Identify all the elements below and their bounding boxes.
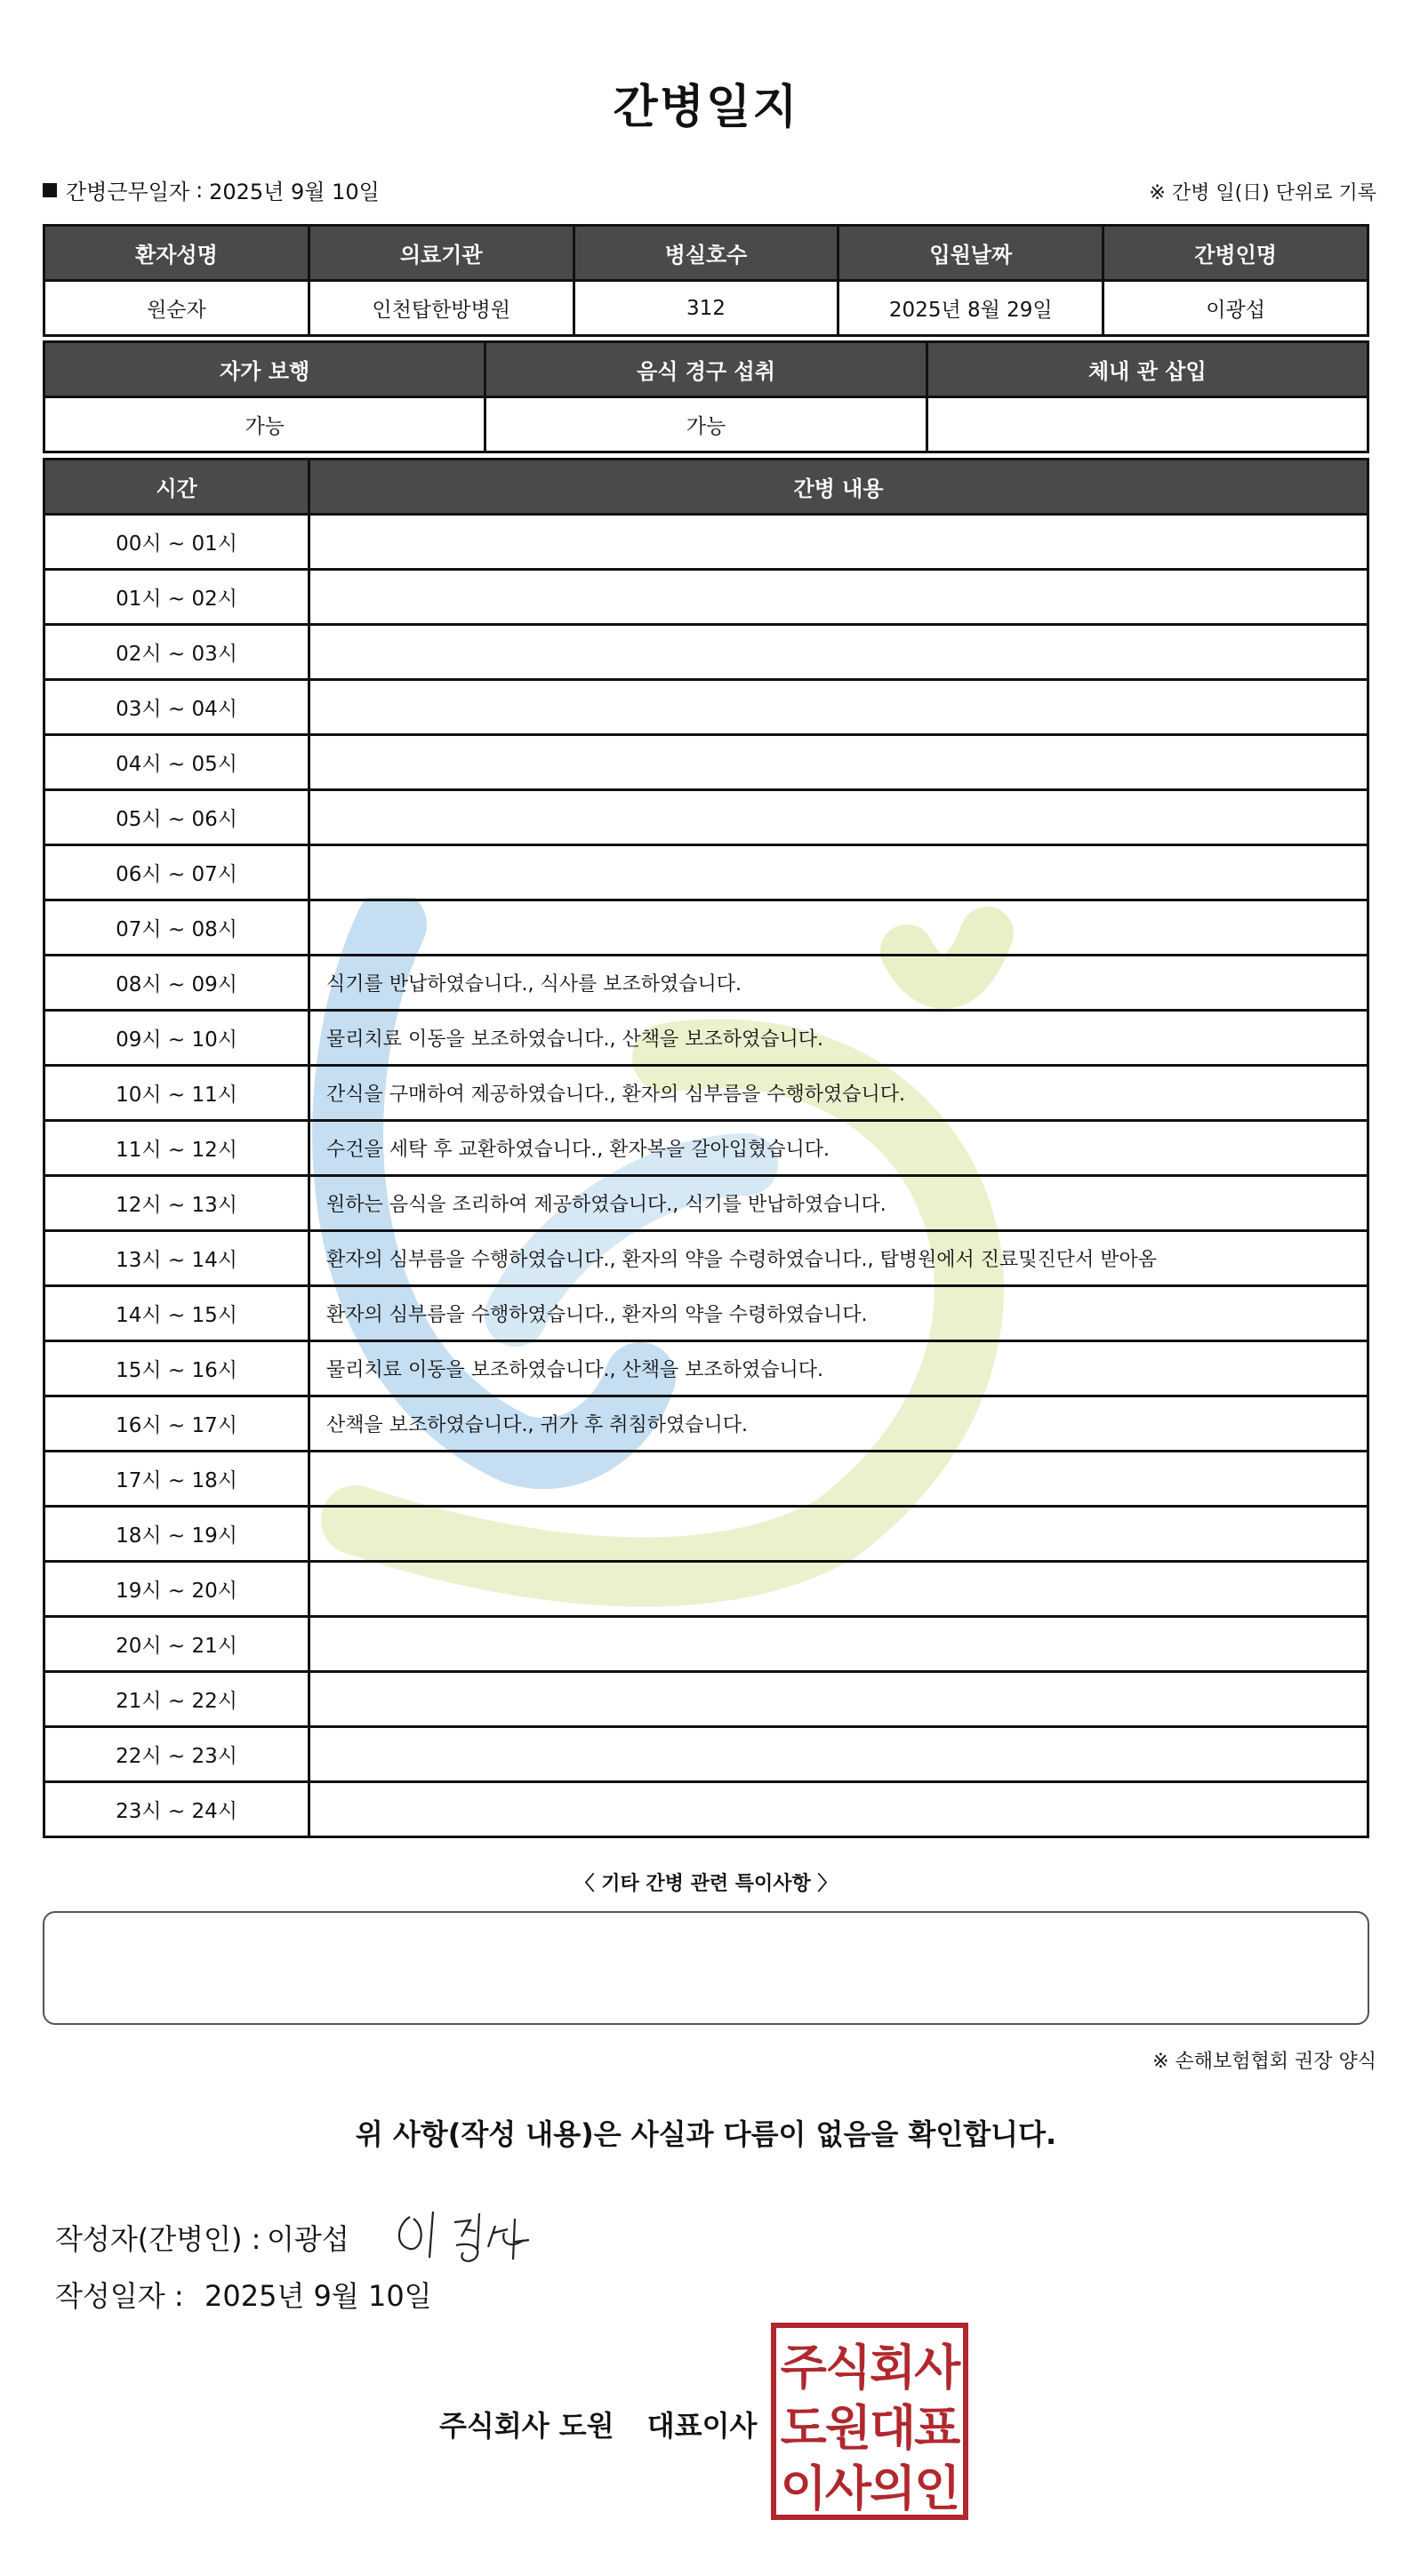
written-date-label: 작성일자 :	[55, 2279, 184, 2313]
log-time-cell: 19시 ~ 20시	[44, 1562, 309, 1617]
unit-note: ※ 간병 일(日) 단위로 기록	[1149, 182, 1376, 204]
log-time-cell: 00시 ~ 01시	[44, 515, 309, 570]
hospital-name: 인천탑한방병원	[309, 281, 574, 336]
log-time-cell: 12시 ~ 13시	[44, 1176, 309, 1231]
log-content-cell	[309, 735, 1368, 790]
status-value-row	[44, 397, 1368, 452]
header-time: 시간	[44, 460, 309, 515]
bullet-square-icon	[43, 183, 57, 197]
log-row	[44, 956, 1368, 1011]
log-content-cell	[309, 515, 1368, 570]
log-row	[44, 845, 1368, 900]
header-room-number: 병실호수	[574, 226, 838, 281]
log-row	[44, 1617, 1368, 1672]
log-time-cell: 02시 ~ 03시	[44, 625, 309, 680]
log-time-cell: 17시 ~ 18시	[44, 1452, 309, 1507]
log-row	[44, 1396, 1368, 1452]
log-row	[44, 735, 1368, 790]
log-time-cell: 22시 ~ 23시	[44, 1727, 309, 1782]
header-oral-intake: 음식 경구 섭취	[485, 342, 927, 397]
notes-box	[43, 1911, 1369, 2025]
log-time-cell: 08시 ~ 09시	[44, 956, 309, 1011]
log-content-cell: 산책을 보조하였습니다., 귀가 후 취침하였습니다.	[309, 1396, 1368, 1452]
log-time-cell: 07시 ~ 08시	[44, 900, 309, 956]
header-self-walking: 자가 보행	[44, 342, 485, 397]
log-time-cell: 05시 ~ 06시	[44, 790, 309, 845]
patient-name: 원순자	[44, 281, 309, 336]
handwritten-signature	[390, 2206, 542, 2268]
work-date-value: 2025년 9월 10일	[209, 180, 380, 204]
svg-text:도원대표: 도원대표	[780, 2400, 959, 2456]
log-content-cell	[309, 845, 1368, 900]
log-content-cell: 물리치료 이동을 보조하였습니다., 산책을 보조하였습니다.	[309, 1341, 1368, 1396]
log-content-cell	[309, 1617, 1368, 1672]
log-content-cell	[309, 900, 1368, 956]
log-time-cell: 13시 ~ 14시	[44, 1231, 309, 1286]
log-content-cell	[309, 1727, 1368, 1782]
log-content-cell: 환자의 심부름을 수행하였습니다., 환자의 약을 수령하였습니다.	[309, 1286, 1368, 1341]
page-title: 간병일지	[613, 81, 799, 134]
log-row	[44, 680, 1368, 735]
form-source-footnote: ※ 손해보험협회 권장 양식	[1152, 2051, 1376, 2073]
log-row	[44, 900, 1368, 956]
writer-line	[55, 2206, 542, 2268]
log-row	[44, 1286, 1368, 1341]
company-seal-stamp	[770, 2322, 969, 2521]
log-time-cell: 06시 ~ 07시	[44, 845, 309, 900]
log-content-cell	[309, 790, 1368, 845]
log-row	[44, 1727, 1368, 1782]
log-content-cell	[309, 570, 1368, 625]
header-patient-name: 환자성명	[44, 226, 309, 281]
header-hospital: 의료기관	[309, 226, 574, 281]
header-tube-insertion: 체내 관 삽입	[927, 342, 1368, 397]
log-row	[44, 1176, 1368, 1231]
log-content-cell	[309, 1782, 1368, 1837]
log-row	[44, 1066, 1368, 1121]
patient-info-table	[43, 224, 1369, 337]
log-content-cell: 식기를 반납하였습니다., 식사를 보조하였습니다.	[309, 956, 1368, 1011]
log-time-cell: 01시 ~ 02시	[44, 570, 309, 625]
svg-text:주식회사: 주식회사	[780, 2340, 959, 2396]
log-content-cell: 물리치료 이동을 보조하였습니다., 산책을 보조하였습니다.	[309, 1011, 1368, 1066]
patient-info-value-row	[44, 281, 1368, 336]
log-row	[44, 1562, 1368, 1617]
log-row	[44, 1672, 1368, 1727]
log-content-cell: 원하는 음식을 조리하여 제공하였습니다., 식기를 반납하였습니다.	[309, 1176, 1368, 1231]
log-header-row	[44, 460, 1368, 515]
header-care-content: 간병 내용	[309, 460, 1368, 515]
log-time-cell: 15시 ~ 16시	[44, 1341, 309, 1396]
log-content-cell	[309, 1562, 1368, 1617]
log-content-cell	[309, 1452, 1368, 1507]
log-row	[44, 1452, 1368, 1507]
oral-intake-value: 가능	[485, 397, 927, 452]
log-time-cell: 11시 ~ 12시	[44, 1121, 309, 1176]
hourly-care-log-table	[43, 458, 1369, 1838]
work-date-label: 간병근무일자	[66, 180, 190, 204]
confirmation-statement: 위 사항(작성 내용)은 사실과 다름이 없음을 확인합니다.	[355, 2117, 1057, 2151]
writer-label: 작성자(간병인) :	[55, 2222, 261, 2256]
log-time-cell: 09시 ~ 10시	[44, 1011, 309, 1066]
tube-insertion-value	[927, 397, 1368, 452]
log-content-cell: 수건을 세탁 후 교환하였습니다., 환자복을 갈아입혔습니다.	[309, 1121, 1368, 1176]
work-date-separator: :	[196, 177, 204, 203]
log-content-cell	[309, 1672, 1368, 1727]
log-row	[44, 1231, 1368, 1286]
svg-text:이사의인: 이사의인	[780, 2460, 959, 2516]
work-date-line	[43, 174, 380, 205]
header-admission-date: 입원날짜	[838, 226, 1103, 281]
log-time-cell: 10시 ~ 11시	[44, 1066, 309, 1121]
log-row	[44, 1782, 1368, 1837]
log-row	[44, 1341, 1368, 1396]
room-number: 312	[574, 281, 838, 336]
log-time-cell: 21시 ~ 22시	[44, 1672, 309, 1727]
company-name: 주식회사 도원	[439, 2409, 614, 2443]
company-line	[439, 2404, 757, 2444]
ceo-title: 대표이사	[646, 2409, 758, 2443]
log-row	[44, 1011, 1368, 1066]
admission-date: 2025년 8월 29일	[838, 281, 1103, 336]
log-time-cell: 23시 ~ 24시	[44, 1782, 309, 1837]
notes-title: 〈 기타 간병 관련 특이사항 〉	[574, 1873, 838, 1895]
log-row	[44, 790, 1368, 845]
log-time-cell: 18시 ~ 19시	[44, 1507, 309, 1562]
log-row	[44, 1121, 1368, 1176]
patient-info-header-row	[44, 226, 1368, 281]
log-time-cell: 03시 ~ 04시	[44, 680, 309, 735]
log-content-cell	[309, 680, 1368, 735]
written-date-line	[55, 2274, 432, 2315]
log-content-cell	[309, 625, 1368, 680]
log-content-cell: 간식을 구매하여 제공하였습니다., 환자의 심부름을 수행하였습니다.	[309, 1066, 1368, 1121]
log-time-cell: 14시 ~ 15시	[44, 1286, 309, 1341]
status-header-row	[44, 342, 1368, 397]
log-content-cell	[309, 1507, 1368, 1562]
written-date-value: 2025년 9월 10일	[205, 2279, 432, 2313]
log-row	[44, 625, 1368, 680]
writer-name: 이광섭	[267, 2222, 349, 2256]
log-time-cell: 16시 ~ 17시	[44, 1396, 309, 1452]
header-caregiver-name: 간병인명	[1103, 226, 1368, 281]
log-row	[44, 515, 1368, 570]
log-row	[44, 1507, 1368, 1562]
log-content-cell: 환자의 심부름을 수행하였습니다., 환자의 약을 수령하였습니다., 탑병원에서 진료및진단서 받아옴	[309, 1231, 1368, 1286]
log-time-cell: 04시 ~ 05시	[44, 735, 309, 790]
patient-status-table	[43, 340, 1369, 453]
log-time-cell: 20시 ~ 21시	[44, 1617, 309, 1672]
caregiver-name: 이광섭	[1103, 281, 1368, 336]
self-walking-value: 가능	[44, 397, 485, 452]
log-row	[44, 570, 1368, 625]
